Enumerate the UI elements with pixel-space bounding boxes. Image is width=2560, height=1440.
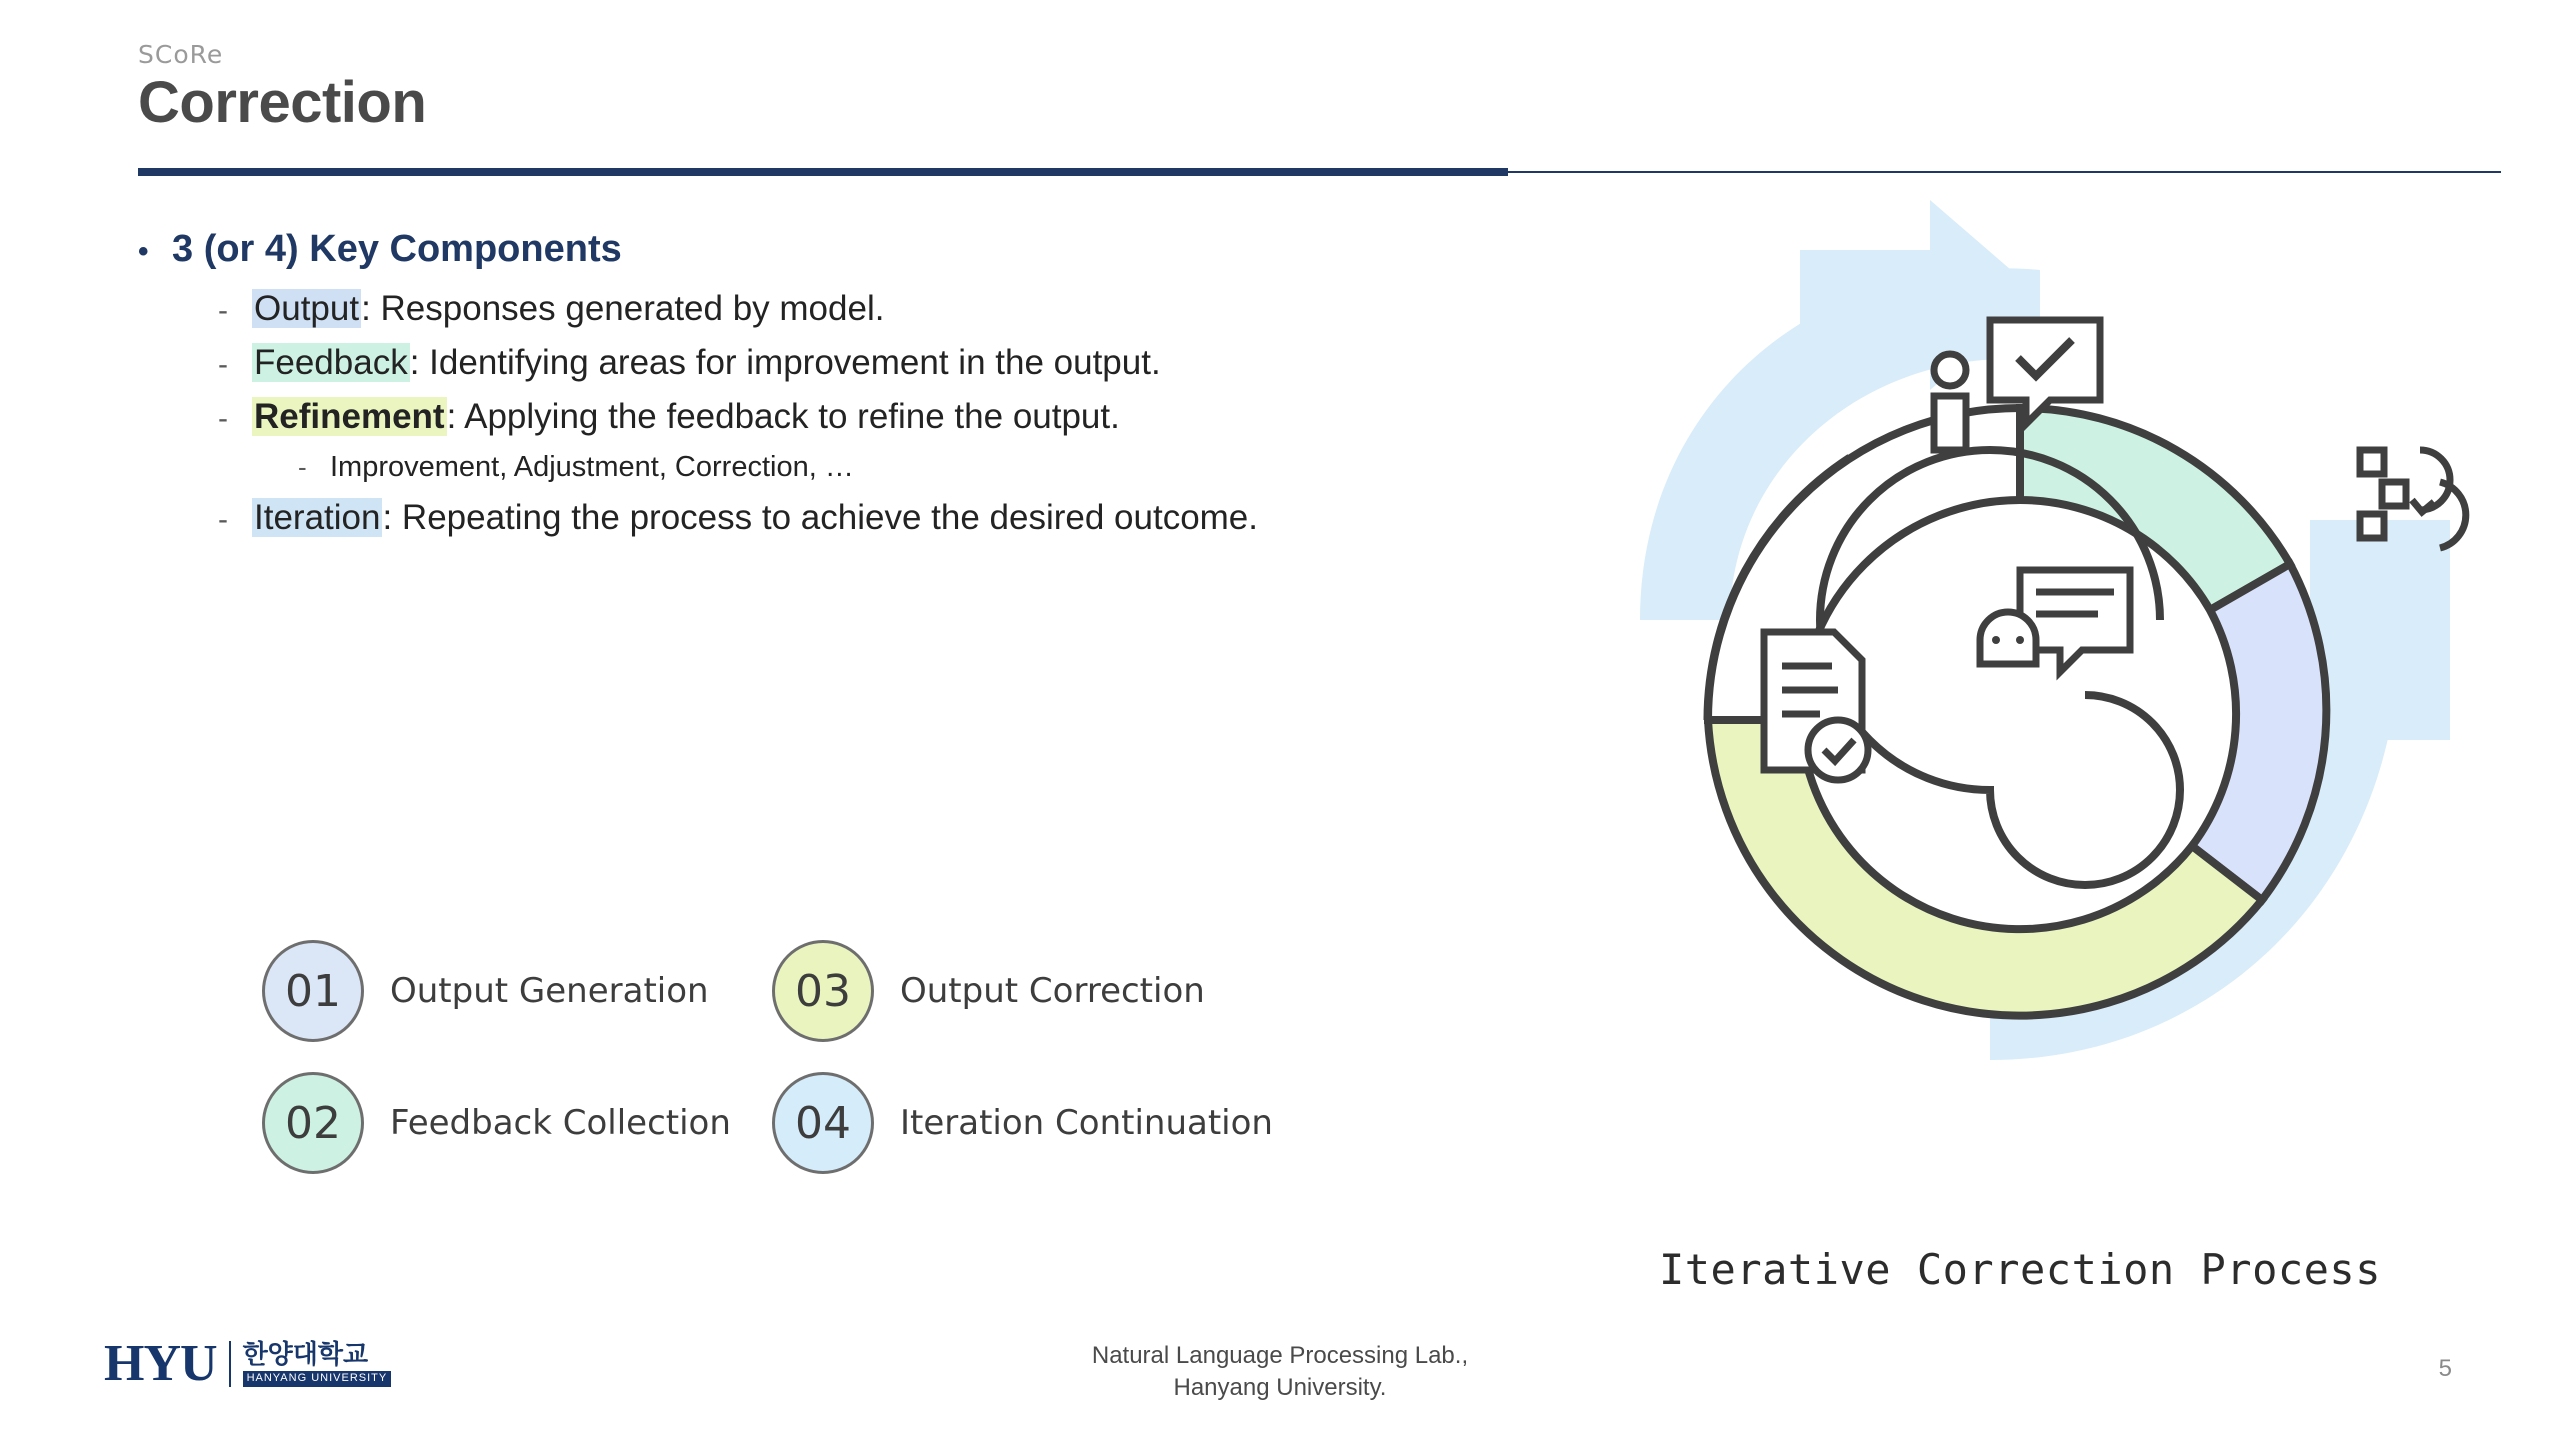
header-divider (138, 168, 2501, 176)
highlight-feedback: Feedback (254, 343, 408, 382)
bullet-text-refinement (252, 397, 1120, 437)
legend-badge-02: 02 (262, 1072, 364, 1174)
legend-item-01 (262, 940, 772, 1042)
bullet-text-output (252, 289, 884, 329)
bullet-subitem-examples (298, 451, 1558, 484)
dash-marker-icon: - (218, 294, 228, 327)
legend-item-04 (772, 1072, 1273, 1174)
legend-badge-03: 03 (772, 940, 874, 1042)
iterative-correction-diagram (1520, 200, 2520, 1240)
logo-korean-name: 한양대학교 (242, 1339, 369, 1370)
slide-eyebrow: SCoRe (138, 40, 224, 69)
logo-wordmark: HYU (104, 1335, 217, 1392)
legend-badge-01: 01 (262, 940, 364, 1042)
footer-affiliation-line2: Hanyang University. (1173, 1374, 1387, 1402)
bullet-rest-feedback: : Identifying areas for improvement in the output. (409, 343, 1161, 382)
bullet-level1-label: 3 (or 4) Key Components (172, 228, 622, 270)
bullet-rest-iteration: : Repeating the process to achieve the desired outcome. (382, 498, 1258, 537)
legend-group (262, 940, 1442, 1204)
figure-caption: Iterative Correction Process (1658, 1245, 2381, 1294)
logo-divider (229, 1341, 231, 1387)
bullet-text-iteration (252, 498, 1258, 538)
dash-marker-icon: - (218, 402, 228, 435)
footer-affiliation-line1: Natural Language Processing Lab., (1091, 1342, 1469, 1369)
legend-label-01: Output Generation (390, 971, 709, 1011)
legend-label-02: Feedback Collection (390, 1103, 731, 1143)
bullet-rest-refinement: : Applying the feedback to refine the output. (446, 397, 1120, 436)
highlight-iteration: Iteration (254, 498, 381, 537)
bullet-subitem-text: Improvement, Adjustment, Correction, … (330, 451, 854, 483)
page-title: Correction (138, 70, 427, 135)
header-rule-thick (138, 168, 1508, 176)
bullet-dot-icon: • (138, 235, 149, 268)
dash-marker-icon: - (218, 348, 228, 381)
legend-item-03 (772, 940, 1205, 1042)
highlight-output: Output (254, 289, 360, 328)
legend-row (262, 940, 1442, 1042)
page-number: 5 (2438, 1355, 2452, 1382)
hyu-logo (104, 1335, 391, 1392)
bullet-item-feedback (218, 343, 1558, 383)
bullet-item-iteration (218, 498, 1558, 538)
legend-item-02 (262, 1072, 772, 1174)
legend-label-03: Output Correction (900, 971, 1205, 1011)
slide-header (138, 42, 2498, 134)
bullet-item-refinement (218, 397, 1558, 437)
logo-korean-block (243, 1341, 392, 1387)
bullet-item-output (218, 289, 1558, 329)
bullet-rest-output: : Responses generated by model. (361, 289, 885, 328)
bullet-text-feedback (252, 343, 1161, 383)
highlight-refinement: Refinement (254, 397, 445, 436)
legend-badge-04: 04 (772, 1072, 874, 1174)
legend-row (262, 1072, 1442, 1174)
dash-marker-icon: - (218, 503, 228, 536)
bullet-level1 (138, 228, 1558, 271)
diagram-svg (1520, 200, 2520, 1240)
document-check-icon (1764, 632, 1868, 780)
legend-label-04: Iteration Continuation (900, 1103, 1273, 1143)
logo-english-name: HANYANG UNIVERSITY (243, 1371, 392, 1387)
footer-affiliation (1000, 1340, 1560, 1405)
dash-marker-icon: - (298, 452, 307, 482)
bullet-list (138, 228, 1558, 552)
robot-chat-icon (1980, 570, 2130, 672)
